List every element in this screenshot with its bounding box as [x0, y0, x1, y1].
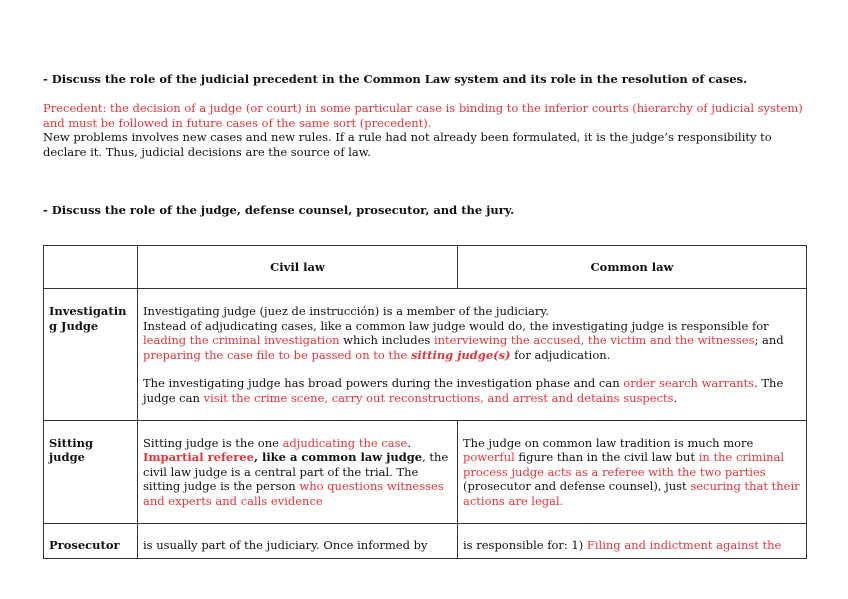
sit-civil-g: who questions witnesses and experts and calls evidence [143, 479, 444, 508]
inv-powers-a: The investigating judge has broad powers during the investigation phase and can [143, 376, 624, 391]
prosecutor-common-cell [458, 523, 807, 558]
inv-powers-b: order search warrants [623, 376, 755, 391]
sit-civil-a: Sitting judge is the one [143, 435, 283, 450]
sit-common-d: in the criminal process judge acts as a referee with the two parties [463, 450, 785, 479]
question-2: - Discuss the role of the judge, defense counsel, prosecutor, and the jury. [43, 203, 515, 217]
inv-text-b: leading the criminal investigation [143, 333, 340, 348]
precedent-explanation: New problems involves new cases and new rules. If a rule had not already been formulated, it is the judge’s responsibility to declare it. Thus, judicial decisions are the source of law. [43, 130, 772, 159]
sit-civil-d: Impartial referee [143, 450, 254, 465]
question-1: - Discuss the role of the judicial precedent in the Common Law system and its role in the resolution of cases. [43, 72, 748, 86]
header-civil-law: Civil law [138, 246, 458, 289]
inv-text-h: for adjudication. [510, 347, 611, 362]
label-prosecutor: Prosecutor [44, 523, 138, 558]
sit-civil-b: adjudicating the case [282, 435, 408, 450]
inv-line-2 [143, 319, 801, 363]
inv-text-c: which includes [339, 333, 434, 348]
inv-line-3 [143, 376, 801, 405]
sit-common-a: The judge on common law tradition is much more [463, 435, 754, 450]
sit-common-b: powerful [463, 450, 515, 465]
sit-common-e: (prosecutor and defense counsel), just [463, 479, 691, 494]
sit-civil-f: , the civil law judge is a central part of the trial. The sitting judge is the person [143, 450, 449, 494]
investigating-cell [138, 289, 807, 421]
inv-powers-d: visit the crime scene, carry out reconstructions, and arrest and detains suspects [203, 390, 674, 405]
sit-common-f: securing that their actions are legal. [463, 479, 800, 508]
inv-line-1: Investigating judge (juez de instrucción) is a member of the judiciary. [143, 304, 550, 318]
label-investigating-judge: Investigating Judge [44, 289, 138, 421]
pros-common-b: Filing and indictment against the [586, 537, 782, 552]
table-header-row [44, 246, 807, 289]
label-sitting-judge: Sitting judge [44, 420, 138, 523]
sitting-civil-cell [138, 420, 458, 523]
sit-common-c: figure than in the civil law but [514, 450, 699, 465]
header-common-law: Common law [458, 246, 807, 289]
pros-common-a: is responsible for: 1) [463, 537, 587, 552]
inv-text-d: interviewing the accused, the victim and the witnesses [433, 333, 755, 348]
inv-text-g: sitting judge(s) [410, 347, 511, 362]
inv-powers-e: . [673, 390, 678, 405]
header-empty [44, 246, 138, 289]
table-row-prosecutor [44, 523, 807, 558]
inv-text-f: preparing the case file to be passed on to the [143, 347, 411, 362]
table-row-sitting [44, 420, 807, 523]
precedent-paragraph [43, 101, 813, 159]
sitting-common-cell [458, 420, 807, 523]
sit-civil-e: , like a common law judge [253, 450, 423, 465]
inv-powers-c: . The judge can [143, 376, 784, 405]
roles-table [43, 245, 807, 559]
prosecutor-civil-cell: is usually part of the judiciary. Once informed by [138, 523, 458, 558]
sit-civil-c: . [407, 435, 411, 450]
precedent-definition: Precedent: the decision of a judge (or court) in some particular case is binding to the inferior courts (hierarchy of judicial system) and must be followed in future cases of the same sort (precedent). [43, 101, 803, 130]
inv-text-e: ; and [754, 333, 784, 348]
inv-text-a: Instead of adjudicating cases, like a common law judge would do, the investigating judge is responsible for [143, 318, 769, 333]
table-row-investigating [44, 289, 807, 421]
